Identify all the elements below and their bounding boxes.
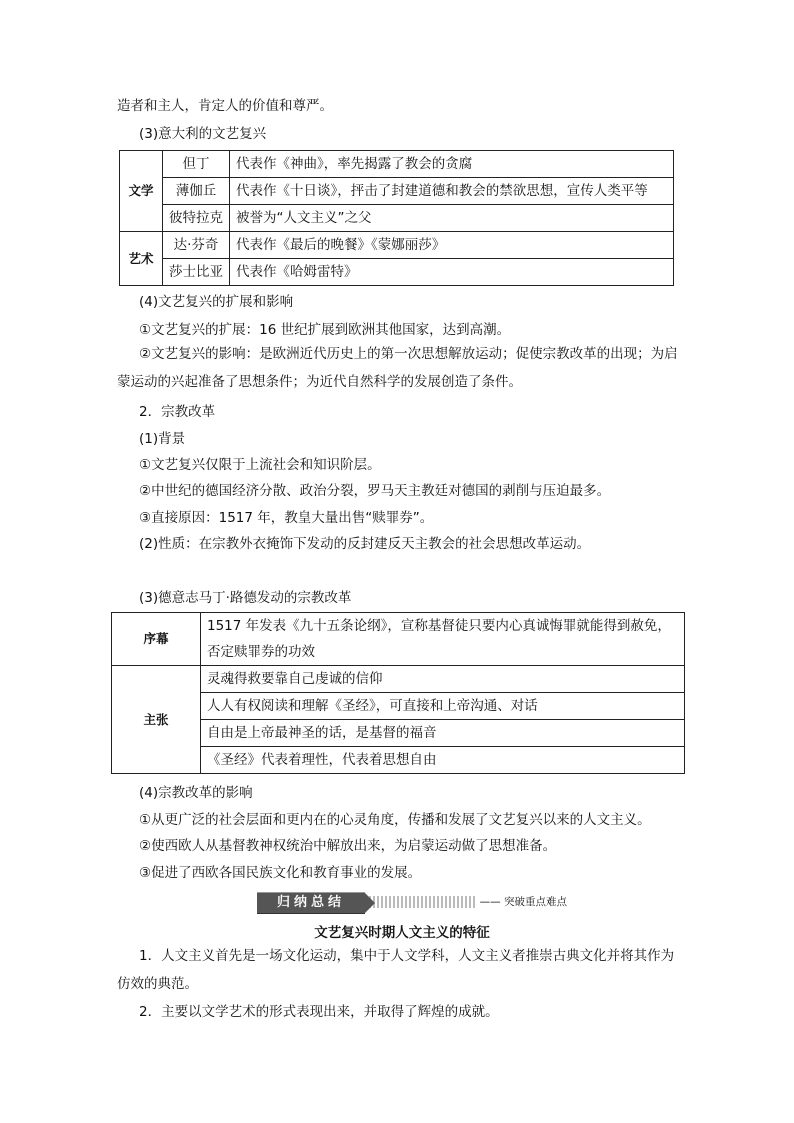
table-row (112, 666, 685, 693)
claim-item: 自由是上帝最神圣的话，是基督的福音 (201, 720, 685, 747)
table-row (112, 613, 685, 666)
reform-title: 2．宗教改革 (139, 404, 216, 420)
summary-banner (257, 892, 567, 912)
summary-item: 2．主要以文学艺术的形式表现出来，并取得了辉煌的成就。 (139, 1004, 499, 1020)
section-italy-title: (3)意大利的文艺复兴 (139, 126, 267, 142)
table-row (120, 232, 674, 259)
prelude-text: 1517 年发表《九十五条论纲》，宣称基督徒只要内心真诚悔罪就能得到赦免，否定赎罪券的功效 (201, 613, 685, 666)
person-name: 达·芬奇 (163, 232, 230, 259)
table-row (120, 151, 674, 178)
person-name: 彼特拉克 (163, 205, 230, 232)
claim-item: 《圣经》代表着理性，代表着思想自由 (201, 747, 685, 774)
claims-label: 主张 (112, 666, 201, 774)
impact-title: (4)宗教改革的影响 (139, 785, 253, 801)
literature-label: 文学 (120, 151, 163, 232)
claim-item: 灵魂得救要靠自己虔诚的信仰 (201, 666, 685, 693)
table-row (120, 205, 674, 232)
claim-item: 人人有权阅读和理解《圣经》，可直接和上帝沟通、对话 (201, 693, 685, 720)
italy-renaissance-table (119, 150, 674, 286)
impact-item: ②使西欧人从基督教神权统治中解放出来，为启蒙运动做了思想准备。 (139, 838, 557, 854)
background-title: (1)背景 (139, 431, 186, 447)
person-name: 莎士比亚 (163, 259, 230, 286)
background-item: ①文艺复兴仅限于上流社会和知识阶层。 (139, 457, 381, 473)
prelude-label: 序幕 (112, 613, 201, 666)
person-desc: 被誉为“人文主义”之父 (230, 205, 674, 232)
section-spread-title: (4)文艺复兴的扩展和影响 (139, 294, 294, 310)
art-label: 艺术 (120, 232, 163, 286)
background-item: ③直接原因：1517 年，教皇大量出售“赎罪券”。 (139, 510, 434, 526)
banner-label: 归纳总结 (257, 892, 365, 914)
luther-reform-table (111, 612, 685, 774)
luther-title: (3)德意志马丁·路德发动的宗教改革 (139, 590, 352, 606)
table-row (120, 259, 674, 286)
background-item: ②中世纪的德国经济分散、政治分裂，罗马天主教廷对德国的剥削与压迫最多。 (139, 483, 611, 499)
person-desc: 代表作《最后的晚餐》《蒙娜丽莎》 (230, 232, 674, 259)
impact-item: ①从更广泛的社会层面和更内在的心灵角度，传播和发展了文艺复兴以来的人文主义。 (139, 812, 651, 828)
impact-item: ③促进了西欧各国民族文化和教育事业的发展。 (139, 865, 422, 881)
banner-hatch (369, 896, 489, 908)
person-desc: 代表作《神曲》，率先揭露了教会的贪腐 (230, 151, 674, 178)
spread-item: ①文艺复兴的扩展：16 世纪扩展到欧洲其他国家，达到高潮。 (139, 322, 511, 338)
person-desc: 代表作《十日谈》，抨击了封建道德和教会的禁欲思想，宣传人类平等 (230, 178, 674, 205)
summary-title: 文艺复兴时期人文主义的特征 (314, 925, 490, 941)
banner-subtitle: —— 突破重点难点 (476, 894, 567, 909)
summary-item: 1．人文主义首先是一场文化运动，集中于人文学科，人文主义者推崇古典文化并将其作为仿效的典范。 (117, 948, 675, 992)
person-name: 薄伽丘 (163, 178, 230, 205)
person-name: 但丁 (163, 151, 230, 178)
intro-line: 造者和主人，肯定人的价值和尊严。 (117, 98, 333, 114)
spread-item: ②文艺复兴的影响：是欧洲近代历史上的第一次思想解放运动；促使宗教改革的出现；为启蒙运动的兴起准备了思想条件；为近代自然科学的发展创造了条件。 (117, 346, 678, 390)
nature-line: (2)性质：在宗教外衣掩饰下发动的反封建反天主教会的社会思想改革运动。 (139, 536, 591, 552)
person-desc: 代表作《哈姆雷特》 (230, 259, 674, 286)
table-row (120, 178, 674, 205)
